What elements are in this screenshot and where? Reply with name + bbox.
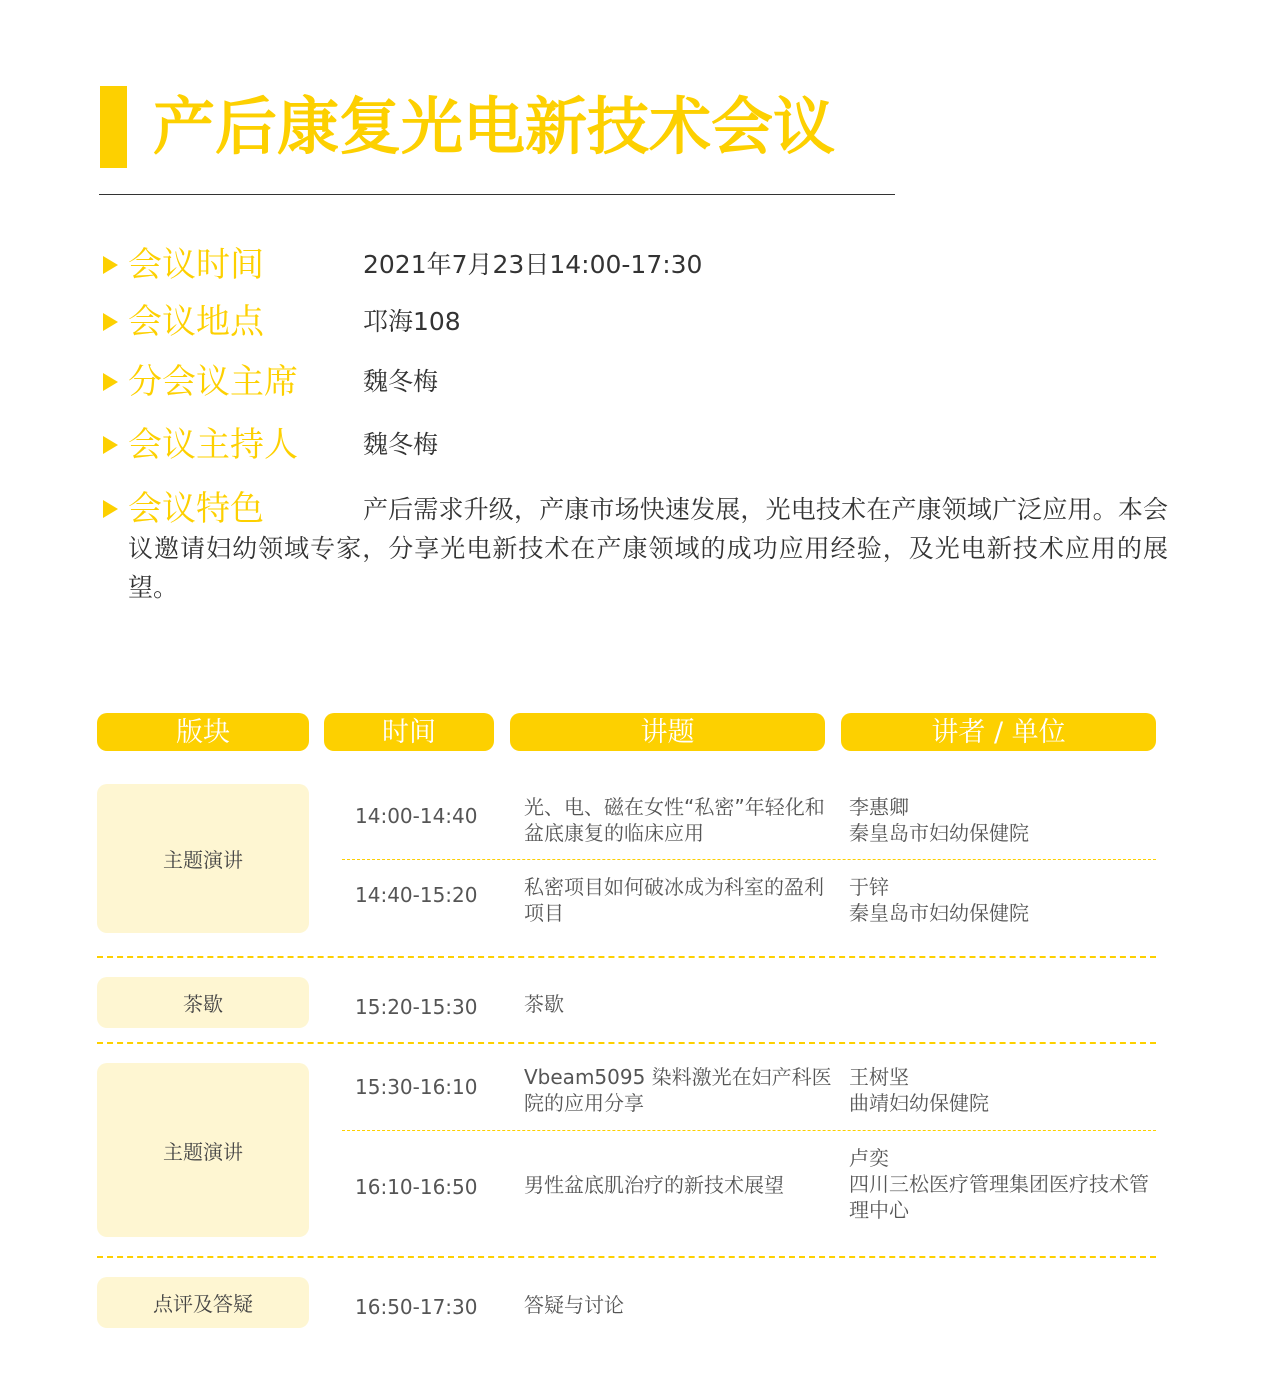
header-speaker: 讲者 / 单位 (841, 713, 1156, 751)
triangle-bullet-icon (103, 500, 118, 518)
speaker-unit: 曲靖妇幼保健院 (849, 1091, 989, 1115)
session-time: 16:10-16:50 (355, 1175, 478, 1199)
speaker-unit: 秦皇岛市妇幼保健院 (849, 901, 1029, 925)
speaker-name: 卢奕 (849, 1146, 889, 1170)
feature-description: 产后需求升级，产康市场快速发展，光电技术在产康领域广泛应用。本会议邀请妇幼领域专家，分享光电新技术在产康领域的成功应用经验，及光电新技术应用的展望。 (128, 495, 1168, 602)
session-topic: 茶歇 (524, 992, 564, 1016)
block-label: 点评及答疑 (97, 1277, 309, 1328)
info-value: 魏冬梅 (363, 430, 439, 459)
session-topic: 私密项目如何破冰成为科室的盈利项目 (524, 875, 824, 925)
info-label: 会议主持人 (128, 425, 298, 465)
speaker-unit: 秦皇岛市妇幼保健院 (849, 821, 1029, 845)
session-time: 15:20-15:30 (355, 995, 478, 1019)
row-divider (342, 859, 1156, 860)
session-topic: Vbeam5095 染料激光在妇产科医院的应用分享 (524, 1065, 832, 1115)
title-accent-bar (100, 86, 127, 168)
info-label: 会议特色 (128, 489, 264, 529)
info-value: 魏冬梅 (363, 367, 439, 396)
info-label: 分会议主席 (128, 362, 298, 402)
info-value: 邛海108 (363, 307, 461, 336)
session-time: 14:00-14:40 (355, 804, 478, 828)
session-topic: 答疑与讨论 (524, 1293, 624, 1317)
speaker-name: 王树坚 (849, 1065, 909, 1089)
triangle-bullet-icon (103, 313, 118, 331)
session-speaker (849, 1064, 1159, 1116)
speaker-name: 于锌 (849, 875, 889, 899)
block-divider (97, 956, 1156, 958)
session-topic: 男性盆底肌治疗的新技术展望 (524, 1173, 784, 1197)
block-divider (97, 1256, 1156, 1258)
header-topic: 讲题 (510, 713, 825, 751)
triangle-bullet-icon (103, 256, 118, 274)
page-title: 产后康复光电新技术会议 (153, 90, 836, 163)
session-time: 16:50-17:30 (355, 1295, 478, 1319)
session-speaker (849, 874, 1159, 926)
triangle-bullet-icon (103, 436, 118, 454)
speaker-unit: 四川三松医疗管理集团医疗技术管理中心 (849, 1172, 1149, 1222)
info-label: 会议时间 (128, 245, 264, 285)
header-time: 时间 (324, 713, 494, 751)
block-label: 茶歇 (97, 977, 309, 1028)
session-time: 15:30-16:10 (355, 1075, 478, 1099)
triangle-bullet-icon (103, 373, 118, 391)
info-label: 会议地点 (128, 302, 264, 342)
title-divider (99, 194, 895, 195)
session-time: 14:40-15:20 (355, 883, 478, 907)
block-label: 主题演讲 (97, 1063, 309, 1237)
block-divider (97, 1042, 1156, 1044)
session-topic: 光、电、磁在女性“私密”年轻化和盆底康复的临床应用 (524, 795, 825, 845)
speaker-name: 李惠卿 (849, 795, 909, 819)
row-divider (342, 1130, 1156, 1131)
session-speaker (849, 794, 1159, 846)
info-value: 2021年7月23日14:00-17:30 (363, 250, 703, 279)
header-block: 版块 (97, 713, 309, 751)
block-label: 主题演讲 (97, 784, 309, 933)
session-speaker (849, 1145, 1159, 1223)
